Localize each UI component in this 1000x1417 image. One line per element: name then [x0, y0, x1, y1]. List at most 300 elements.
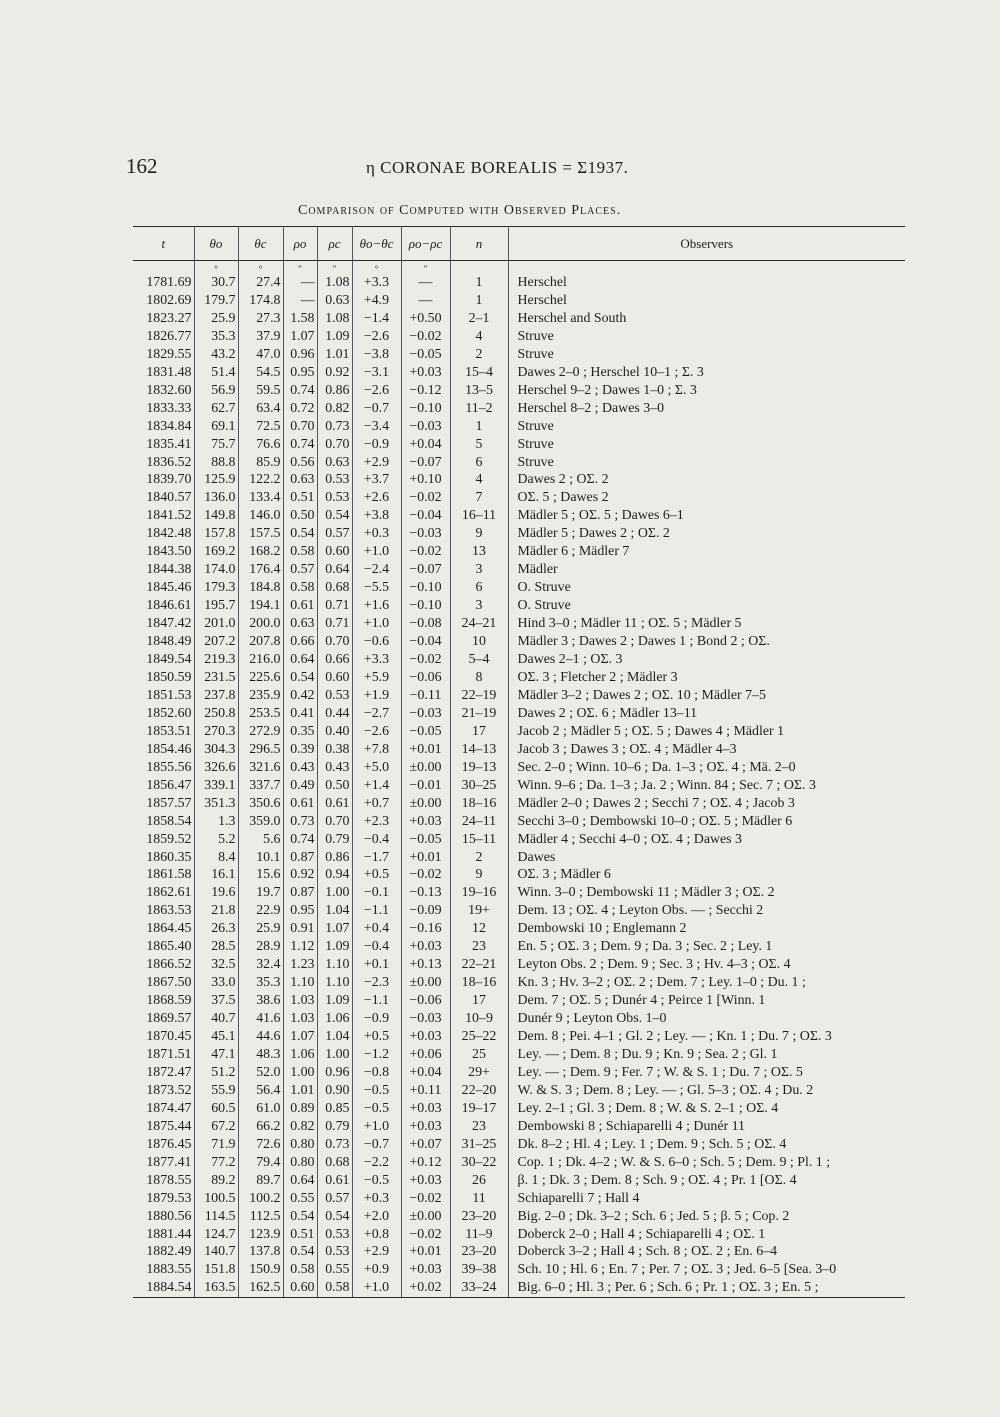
- theta-observed-cell: 140.7: [194, 1243, 238, 1261]
- theta-computed-cell: 10.1: [238, 849, 283, 867]
- theta-computed-cell: 89.7: [238, 1172, 283, 1190]
- theta-observed-cell: 33.0: [194, 974, 238, 992]
- epoch-cell: 1851.53: [133, 687, 194, 705]
- theta-residual-cell: +3.3: [352, 651, 401, 669]
- table-row: [133, 615, 905, 633]
- epoch-cell: 1861.58: [133, 866, 194, 884]
- table-row: [133, 651, 905, 669]
- epoch-cell: 1847.42: [133, 615, 194, 633]
- table-row: [133, 579, 905, 597]
- table-row: [133, 561, 905, 579]
- observers-cell: Herschel and South: [517, 310, 627, 326]
- rho-observed-cell: 0.91: [283, 920, 317, 938]
- theta-residual-cell: +1.0: [352, 543, 401, 561]
- rho-observed-cell: 0.74: [283, 382, 317, 400]
- rho-computed-cell: 0.63: [317, 454, 352, 472]
- rho-observed-cell: 0.63: [283, 471, 317, 489]
- theta-computed-cell: 66.2: [238, 1118, 283, 1136]
- table-row: [133, 292, 905, 310]
- rho-observed-cell: 0.54: [283, 1208, 317, 1226]
- epoch-cell: 1841.52: [133, 507, 194, 525]
- table-row: [133, 777, 905, 795]
- unit-cell: °: [238, 261, 283, 275]
- table-row: [133, 920, 905, 938]
- rho-computed-cell: 0.68: [317, 1154, 352, 1172]
- theta-residual-cell: +0.1: [352, 956, 401, 974]
- observers-cell: Big. 2–0 ; Dk. 3–2 ; Sch. 6 ; Jed. 5 ; β. 5 ; Cop. 2: [517, 1208, 790, 1224]
- theta-residual-cell: −0.8: [352, 1064, 401, 1082]
- theta-residual-cell: +2.6: [352, 489, 401, 507]
- epoch-cell: 1802.69: [133, 292, 194, 310]
- table-row: [133, 633, 905, 651]
- rho-observed-cell: 0.54: [283, 1243, 317, 1261]
- rho-observed-cell: 0.80: [283, 1136, 317, 1154]
- epoch-cell: 1883.55: [133, 1261, 194, 1279]
- epoch-cell: 1884.54: [133, 1279, 194, 1297]
- table-row: [133, 992, 905, 1010]
- theta-observed-cell: 37.5: [194, 992, 238, 1010]
- theta-observed-cell: 69.1: [194, 418, 238, 436]
- rho-observed-cell: 0.60: [283, 1279, 317, 1297]
- rho-computed-cell: 1.07: [317, 920, 352, 938]
- rho-observed-cell: 0.51: [283, 489, 317, 507]
- header-n: n: [450, 227, 508, 261]
- theta-computed-cell: 112.5: [238, 1208, 283, 1226]
- header-theta-observed: θo: [194, 227, 238, 261]
- n-cell: 29+: [450, 1064, 508, 1082]
- theta-computed-cell: 200.0: [238, 615, 283, 633]
- unit-cell: [450, 261, 508, 275]
- rho-observed-cell: 1.58: [283, 310, 317, 328]
- epoch-cell: 1875.44: [133, 1118, 194, 1136]
- epoch-cell: 1882.49: [133, 1243, 194, 1261]
- theta-observed-cell: 43.2: [194, 346, 238, 364]
- observers-cell: O. Struve: [517, 598, 571, 614]
- rho-residual-cell: —: [401, 274, 450, 292]
- table-row: [133, 974, 905, 992]
- epoch-cell: 1869.57: [133, 1010, 194, 1028]
- rho-residual-cell: +0.01: [401, 741, 450, 759]
- table-row: [133, 759, 905, 777]
- rho-residual-cell: −0.10: [401, 597, 450, 615]
- rho-observed-cell: 0.87: [283, 884, 317, 902]
- table-row: [133, 1172, 905, 1190]
- theta-computed-cell: 32.4: [238, 956, 283, 974]
- theta-residual-cell: −0.9: [352, 436, 401, 454]
- n-cell: 14–13: [450, 741, 508, 759]
- theta-computed-cell: 150.9: [238, 1261, 283, 1279]
- comparison-table: [133, 226, 905, 1298]
- epoch-cell: 1880.56: [133, 1208, 194, 1226]
- rho-residual-cell: +0.12: [401, 1154, 450, 1172]
- unit-cell: °: [352, 261, 401, 275]
- rho-residual-cell: −0.06: [401, 669, 450, 687]
- theta-computed-cell: 47.0: [238, 346, 283, 364]
- n-cell: 15–4: [450, 364, 508, 382]
- theta-computed-cell: 122.2: [238, 471, 283, 489]
- epoch-cell: 1831.48: [133, 364, 194, 382]
- theta-computed-cell: 35.3: [238, 974, 283, 992]
- rho-observed-cell: 0.58: [283, 543, 317, 561]
- theta-residual-cell: −2.7: [352, 705, 401, 723]
- rho-observed-cell: 1.00: [283, 1064, 317, 1082]
- epoch-cell: 1871.51: [133, 1046, 194, 1064]
- observers-cell: Ley. — ; Dem. 8 ; Du. 9 ; Kn. 9 ; Sea. 2 ; Gl. 1: [517, 1046, 778, 1062]
- rho-residual-cell: −0.12: [401, 382, 450, 400]
- observers-cell: Dawes 2 ; OΣ. 2: [517, 472, 609, 488]
- table-row: [133, 1208, 905, 1226]
- rho-observed-cell: 1.07: [283, 1028, 317, 1046]
- theta-residual-cell: −0.1: [352, 884, 401, 902]
- observers-cell: Herschel 8–2 ; Dawes 3–0: [517, 400, 665, 416]
- theta-residual-cell: −0.9: [352, 1010, 401, 1028]
- theta-computed-cell: 137.8: [238, 1243, 283, 1261]
- theta-observed-cell: 195.7: [194, 597, 238, 615]
- theta-computed-cell: 48.3: [238, 1046, 283, 1064]
- rho-computed-cell: 1.10: [317, 956, 352, 974]
- rho-computed-cell: 1.09: [317, 992, 352, 1010]
- theta-residual-cell: −0.7: [352, 400, 401, 418]
- rho-residual-cell: +0.03: [401, 1172, 450, 1190]
- rho-residual-cell: +0.03: [401, 1261, 450, 1279]
- rho-computed-cell: 0.43: [317, 759, 352, 777]
- epoch-cell: 1858.54: [133, 813, 194, 831]
- table-row: [133, 1154, 905, 1172]
- theta-computed-cell: 72.6: [238, 1136, 283, 1154]
- theta-observed-cell: 250.8: [194, 705, 238, 723]
- observers-cell: OΣ. 3 ; Fletcher 2 ; Mädler 3: [517, 669, 678, 685]
- theta-observed-cell: 32.5: [194, 956, 238, 974]
- n-cell: 2: [450, 346, 508, 364]
- theta-residual-cell: +0.5: [352, 1028, 401, 1046]
- header-rho-observed: ρo: [283, 227, 317, 261]
- rho-observed-cell: 0.82: [283, 1118, 317, 1136]
- rho-computed-cell: 0.79: [317, 831, 352, 849]
- epoch-cell: 1781.69: [133, 274, 194, 292]
- rho-residual-cell: −0.02: [401, 866, 450, 884]
- observers-cell: Struve: [517, 328, 554, 344]
- table-row: [133, 741, 905, 759]
- observers-cell: Jacob 2 ; Mädler 5 ; OΣ. 5 ; Dawes 4 ; Mädler 1: [517, 723, 785, 739]
- theta-residual-cell: −1.1: [352, 992, 401, 1010]
- observers-cell: Kn. 3 ; Hv. 3–2 ; OΣ. 2 ; Dem. 7 ; Ley. 1–0 ; Du. 1 ;: [517, 975, 806, 991]
- table-row: [133, 723, 905, 741]
- header-t: t: [133, 227, 194, 261]
- rho-computed-cell: 0.55: [317, 1261, 352, 1279]
- rho-computed-cell: 0.70: [317, 813, 352, 831]
- n-cell: 8: [450, 669, 508, 687]
- observers-cell: Sch. 10 ; Hl. 6 ; En. 7 ; Per. 7 ; OΣ. 3 ; Jed. 6–5 [Sea. 3–0: [517, 1262, 837, 1278]
- rho-residual-cell: −0.05: [401, 723, 450, 741]
- n-cell: 6: [450, 454, 508, 472]
- epoch-cell: 1860.35: [133, 849, 194, 867]
- n-cell: 33–24: [450, 1279, 508, 1297]
- n-cell: 15–11: [450, 831, 508, 849]
- observers-cell: Big. 6–0 ; Hl. 3 ; Per. 6 ; Sch. 6 ; Pr. 1 ; OΣ. 3 ; En. 5 ;: [508, 1279, 905, 1297]
- epoch-cell: 1856.47: [133, 777, 194, 795]
- rho-residual-cell: +0.06: [401, 1046, 450, 1064]
- rho-observed-cell: 0.73: [283, 813, 317, 831]
- rho-residual-cell: +0.03: [401, 1118, 450, 1136]
- theta-observed-cell: 157.8: [194, 525, 238, 543]
- epoch-cell: 1834.84: [133, 418, 194, 436]
- n-cell: 3: [450, 561, 508, 579]
- rho-observed-cell: 0.43: [283, 759, 317, 777]
- table-row: [133, 1010, 905, 1028]
- table-row: [133, 866, 905, 884]
- table-row: [133, 489, 905, 507]
- theta-observed-cell: 89.2: [194, 1172, 238, 1190]
- theta-residual-cell: +2.3: [352, 813, 401, 831]
- rho-residual-cell: +0.07: [401, 1136, 450, 1154]
- rho-observed-cell: 1.10: [283, 974, 317, 992]
- theta-residual-cell: −0.6: [352, 633, 401, 651]
- table-row: [133, 471, 905, 489]
- epoch-cell: 1852.60: [133, 705, 194, 723]
- theta-computed-cell: 133.4: [238, 489, 283, 507]
- rho-observed-cell: 0.61: [283, 795, 317, 813]
- rho-observed-cell: 0.49: [283, 777, 317, 795]
- epoch-cell: 1877.41: [133, 1154, 194, 1172]
- rho-observed-cell: 1.03: [283, 1010, 317, 1028]
- n-cell: 23: [450, 1118, 508, 1136]
- table-row: [133, 687, 905, 705]
- rho-residual-cell: −0.03: [401, 1010, 450, 1028]
- epoch-cell: 1859.52: [133, 831, 194, 849]
- rho-observed-cell: 0.92: [283, 866, 317, 884]
- n-cell: 19–16: [450, 884, 508, 902]
- epoch-cell: 1848.49: [133, 633, 194, 651]
- theta-observed-cell: 304.3: [194, 741, 238, 759]
- observers-cell: Dem. 7 ; OΣ. 5 ; Dunér 4 ; Peirce 1 [Winn. 1: [517, 993, 766, 1009]
- unit-cell: ″: [401, 261, 450, 275]
- rho-computed-cell: 0.50: [317, 777, 352, 795]
- theta-residual-cell: −0.5: [352, 1172, 401, 1190]
- rho-observed-cell: 0.41: [283, 705, 317, 723]
- epoch-cell: 1840.57: [133, 489, 194, 507]
- epoch-cell: 1868.59: [133, 992, 194, 1010]
- rho-residual-cell: −0.08: [401, 615, 450, 633]
- rho-residual-cell: +0.13: [401, 956, 450, 974]
- rho-computed-cell: 0.90: [317, 1082, 352, 1100]
- rho-observed-cell: 0.95: [283, 902, 317, 920]
- epoch-cell: 1870.45: [133, 1028, 194, 1046]
- epoch-cell: 1881.44: [133, 1226, 194, 1244]
- table-row: [133, 1136, 905, 1154]
- rho-observed-cell: 1.01: [283, 1082, 317, 1100]
- running-title: η CORONAE BOREALIS = Σ1937.: [366, 158, 629, 177]
- n-cell: 30–25: [450, 777, 508, 795]
- n-cell: 3: [450, 597, 508, 615]
- theta-observed-cell: 124.7: [194, 1226, 238, 1244]
- theta-residual-cell: −0.4: [352, 831, 401, 849]
- theta-observed-cell: 77.2: [194, 1154, 238, 1172]
- rho-computed-cell: 0.63: [317, 292, 352, 310]
- rho-observed-cell: 0.56: [283, 454, 317, 472]
- observers-cell: Dem. 8 ; Pei. 4–1 ; Gl. 2 ; Ley. — ; Kn. 1 ; Du. 7 ; OΣ. 3: [517, 1029, 832, 1045]
- rho-residual-cell: +0.03: [401, 938, 450, 956]
- theta-residual-cell: +0.9: [352, 1261, 401, 1279]
- theta-computed-cell: 28.9: [238, 938, 283, 956]
- table-row: [133, 382, 905, 400]
- table-row: [133, 1226, 905, 1244]
- table-row: [133, 507, 905, 525]
- table-row: [133, 418, 905, 436]
- theta-computed-cell: 54.5: [238, 364, 283, 382]
- header-theta-residual: θo−θc: [352, 227, 401, 261]
- theta-observed-cell: 28.5: [194, 938, 238, 956]
- theta-computed-cell: 72.5: [238, 418, 283, 436]
- theta-computed-cell: 37.9: [238, 328, 283, 346]
- theta-computed-cell: 207.8: [238, 633, 283, 651]
- theta-computed-cell: 272.9: [238, 723, 283, 741]
- theta-residual-cell: +0.3: [352, 525, 401, 543]
- theta-residual-cell: +3.3: [352, 274, 401, 292]
- rho-computed-cell: 0.86: [317, 382, 352, 400]
- observers-cell: Mädler 5 ; Dawes 2 ; OΣ. 2: [517, 526, 670, 542]
- theta-residual-cell: +4.9: [352, 292, 401, 310]
- rho-observed-cell: 0.54: [283, 525, 317, 543]
- theta-computed-cell: 359.0: [238, 813, 283, 831]
- rho-computed-cell: 0.92: [317, 364, 352, 382]
- observers-cell: Dawes 2–0 ; Herschel 10–1 ; Σ. 3: [517, 364, 704, 380]
- observers-cell: Mädler 4 ; Secchi 4–0 ; OΣ. 4 ; Dawes 3: [517, 831, 743, 847]
- n-cell: 11: [450, 1190, 508, 1208]
- rho-observed-cell: 0.80: [283, 1154, 317, 1172]
- observers-cell: Jacob 3 ; Dawes 3 ; OΣ. 4 ; Mädler 4–3: [517, 741, 737, 757]
- theta-residual-cell: −2.6: [352, 382, 401, 400]
- rho-observed-cell: 0.64: [283, 651, 317, 669]
- rho-computed-cell: 0.61: [317, 795, 352, 813]
- theta-computed-cell: 168.2: [238, 543, 283, 561]
- table-row: [133, 956, 905, 974]
- n-cell: 1: [450, 274, 508, 292]
- rho-observed-cell: 0.89: [283, 1100, 317, 1118]
- theta-residual-cell: +0.5: [352, 866, 401, 884]
- epoch-cell: 1842.48: [133, 525, 194, 543]
- theta-computed-cell: 337.7: [238, 777, 283, 795]
- theta-computed-cell: 15.6: [238, 866, 283, 884]
- rho-computed-cell: 0.73: [317, 1136, 352, 1154]
- rho-residual-cell: +0.02: [401, 1279, 450, 1297]
- theta-residual-cell: −2.2: [352, 1154, 401, 1172]
- rho-computed-cell: 0.53: [317, 471, 352, 489]
- rho-computed-cell: 0.40: [317, 723, 352, 741]
- theta-observed-cell: 237.8: [194, 687, 238, 705]
- header-row: [133, 227, 905, 261]
- observers-cell: Dawes: [517, 849, 556, 865]
- n-cell: 22–20: [450, 1082, 508, 1100]
- n-cell: 2: [450, 849, 508, 867]
- table-row: [133, 669, 905, 687]
- table-caption: Comparison of Computed with Observed Places.: [298, 203, 622, 218]
- theta-computed-cell: 146.0: [238, 507, 283, 525]
- epoch-cell: 1833.33: [133, 400, 194, 418]
- rho-residual-cell: −0.13: [401, 884, 450, 902]
- rho-computed-cell: 0.79: [317, 1118, 352, 1136]
- unit-cell: ″: [317, 261, 352, 275]
- rho-computed-cell: 0.60: [317, 543, 352, 561]
- n-cell: 1: [450, 418, 508, 436]
- epoch-cell: 1876.45: [133, 1136, 194, 1154]
- n-cell: 39–38: [450, 1261, 508, 1279]
- rho-computed-cell: 0.53: [317, 1226, 352, 1244]
- units-row: [133, 261, 905, 275]
- observers-cell: β. 1 ; Dk. 3 ; Dem. 8 ; Sch. 9 ; OΣ. 4 ; Pr. 1 [OΣ. 4: [517, 1172, 797, 1188]
- table-row: [133, 436, 905, 454]
- header-observers: Observers: [508, 227, 905, 261]
- rho-residual-cell: ±0.00: [401, 795, 450, 813]
- theta-observed-cell: 179.3: [194, 579, 238, 597]
- epoch-cell: 1878.55: [133, 1172, 194, 1190]
- table-row: [133, 1064, 905, 1082]
- n-cell: 23–20: [450, 1243, 508, 1261]
- theta-computed-cell: 123.9: [238, 1226, 283, 1244]
- n-cell: 13–5: [450, 382, 508, 400]
- rho-observed-cell: 0.87: [283, 849, 317, 867]
- theta-residual-cell: +2.9: [352, 454, 401, 472]
- rho-observed-cell: 0.95: [283, 364, 317, 382]
- theta-computed-cell: 216.0: [238, 651, 283, 669]
- rho-computed-cell: 0.57: [317, 1190, 352, 1208]
- theta-computed-cell: 162.5: [238, 1279, 283, 1297]
- rho-computed-cell: 0.60: [317, 669, 352, 687]
- rho-residual-cell: −0.02: [401, 543, 450, 561]
- theta-computed-cell: 225.6: [238, 669, 283, 687]
- rho-residual-cell: −0.02: [401, 651, 450, 669]
- theta-observed-cell: 51.2: [194, 1064, 238, 1082]
- theta-observed-cell: 174.0: [194, 561, 238, 579]
- rho-computed-cell: 0.57: [317, 525, 352, 543]
- theta-computed-cell: 5.6: [238, 831, 283, 849]
- rho-residual-cell: +0.03: [401, 1028, 450, 1046]
- theta-computed-cell: 184.8: [238, 579, 283, 597]
- table-row: [133, 1190, 905, 1208]
- rho-residual-cell: −0.07: [401, 561, 450, 579]
- rho-observed-cell: 0.61: [283, 597, 317, 615]
- epoch-cell: 1829.55: [133, 346, 194, 364]
- rho-residual-cell: −0.03: [401, 525, 450, 543]
- observers-cell: Leyton Obs. 2 ; Dem. 9 ; Sec. 3 ; Hv. 4–3 ; OΣ. 4: [517, 957, 791, 973]
- table-row: [133, 1046, 905, 1064]
- theta-observed-cell: 88.8: [194, 454, 238, 472]
- theta-observed-cell: 114.5: [194, 1208, 238, 1226]
- n-cell: 11–2: [450, 400, 508, 418]
- rho-observed-cell: 0.55: [283, 1190, 317, 1208]
- rho-observed-cell: 0.57: [283, 561, 317, 579]
- theta-computed-cell: 61.0: [238, 1100, 283, 1118]
- theta-observed-cell: 231.5: [194, 669, 238, 687]
- rho-observed-cell: 0.74: [283, 436, 317, 454]
- theta-computed-cell: 63.4: [238, 400, 283, 418]
- epoch-cell: 1867.50: [133, 974, 194, 992]
- table-row: [133, 1082, 905, 1100]
- rho-observed-cell: —: [283, 292, 317, 310]
- rho-observed-cell: 0.54: [283, 669, 317, 687]
- rho-computed-cell: 0.70: [317, 436, 352, 454]
- header-rho-residual: ρo−ρc: [401, 227, 450, 261]
- rho-computed-cell: 0.68: [317, 579, 352, 597]
- rho-residual-cell: −0.10: [401, 579, 450, 597]
- rho-residual-cell: −0.05: [401, 831, 450, 849]
- table-row: [133, 1243, 905, 1261]
- rho-observed-cell: 1.06: [283, 1046, 317, 1064]
- rho-computed-cell: 1.04: [317, 1028, 352, 1046]
- page-number: 162: [126, 154, 158, 178]
- observers-cell: Schiaparelli 7 ; Hall 4: [517, 1190, 640, 1206]
- table-row: [133, 1261, 905, 1279]
- epoch-cell: 1864.45: [133, 920, 194, 938]
